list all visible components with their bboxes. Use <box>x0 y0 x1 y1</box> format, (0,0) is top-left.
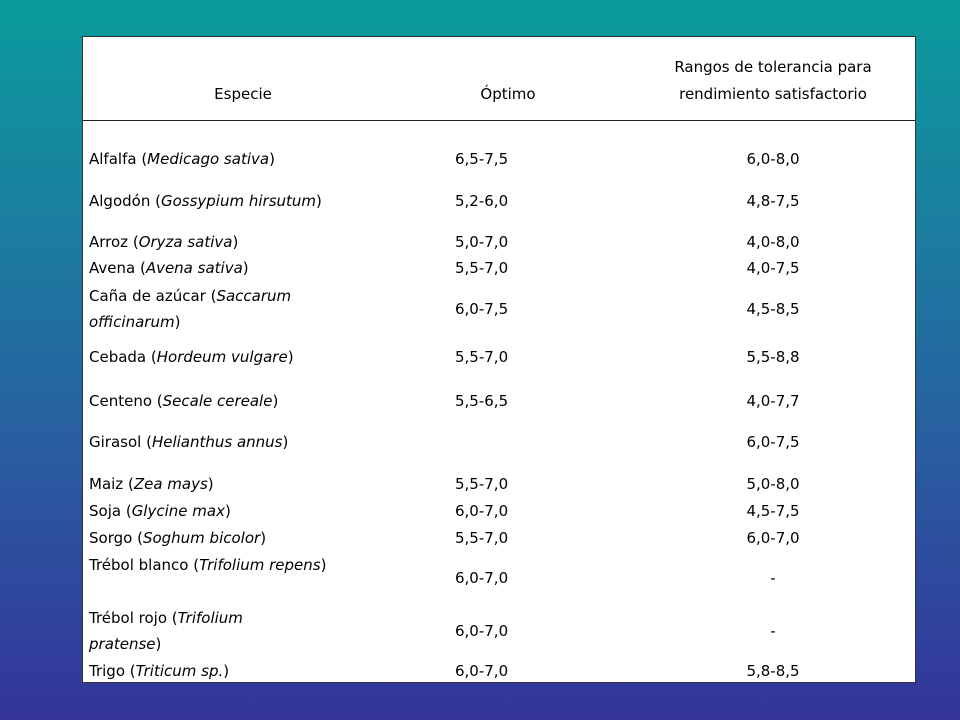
cell-rango: 5,5-8,8 <box>746 348 800 366</box>
cell-especie: Girasol (Helianthus annus) <box>89 433 289 451</box>
cell-especie: Sorgo (Soghum bicolor) <box>89 529 267 547</box>
table-header <box>83 37 915 121</box>
cell-especie: Maiz (Zea mays) <box>89 475 214 493</box>
cell-optimo: 6,0-7,0 <box>455 502 509 520</box>
cell-optimo: 5,5-6,5 <box>455 392 509 410</box>
cell-especie: Cebada (Hordeum vulgare) <box>89 348 294 366</box>
cell-optimo: 5,5-7,0 <box>455 529 509 547</box>
cell-optimo: 5,2-6,0 <box>455 192 509 210</box>
cell-rango: 4,8-7,5 <box>746 192 800 210</box>
cell-rango: 6,0-8,0 <box>746 150 800 168</box>
cell-optimo: 5,0-7,0 <box>455 233 509 251</box>
cell-especie: Avena (Avena sativa) <box>89 259 249 277</box>
header-rangos <box>638 54 908 108</box>
cell-rango: 4,0-7,5 <box>746 259 800 277</box>
cell-rango: 4,5-8,5 <box>746 300 800 318</box>
cell-especie: Alfalfa (Medicago sativa) <box>89 150 275 168</box>
cell-optimo: 6,5-7,5 <box>455 150 509 168</box>
cell-rango: 5,8-8,5 <box>746 662 800 680</box>
cell-rango: 6,0-7,0 <box>746 529 800 547</box>
cell-especie: Caña de azúcar (Saccarum officinarum) <box>89 287 292 331</box>
cell-rango: 6,0-7,5 <box>746 433 800 451</box>
cell-optimo: 6,0-7,0 <box>455 662 509 680</box>
cell-rango: - <box>770 569 776 587</box>
cell-rango: 4,0-7,7 <box>746 392 800 410</box>
cell-especie: Centeno (Secale cereale) <box>89 392 279 410</box>
cell-optimo: 6,0-7,5 <box>455 300 509 318</box>
cell-especie: Trébol blanco (Trifolium repens) <box>89 556 327 574</box>
cell-optimo: 5,5-7,0 <box>455 348 509 366</box>
cell-especie: Arroz (Oryza sativa) <box>89 233 239 251</box>
cell-rango: 5,0-8,0 <box>746 475 800 493</box>
cell-optimo: 5,5-7,0 <box>455 475 509 493</box>
cell-rango: 4,0-8,0 <box>746 233 800 251</box>
header-rangos-line1: Rangos de tolerancia para <box>674 58 872 76</box>
cell-especie: Trébol rojo (Trifolium pratense) <box>89 609 243 653</box>
cell-rango: 4,5-7,5 <box>746 502 800 520</box>
cell-optimo: 6,0-7,0 <box>455 622 509 640</box>
data-table <box>82 36 916 683</box>
cell-rango: - <box>770 622 776 640</box>
header-optimo: Óptimo <box>480 85 536 103</box>
cell-optimo: 5,5-7,0 <box>455 259 509 277</box>
cell-optimo: 6,0-7,0 <box>455 569 509 587</box>
header-rangos-line2: rendimiento satisfactorio <box>679 85 867 103</box>
header-especie: Especie <box>214 85 272 103</box>
cell-especie: Trigo (Triticum sp.) <box>89 662 230 680</box>
cell-especie: Soja (Glycine max) <box>89 502 231 520</box>
cell-especie: Algodón (Gossypium hirsutum) <box>89 192 322 210</box>
